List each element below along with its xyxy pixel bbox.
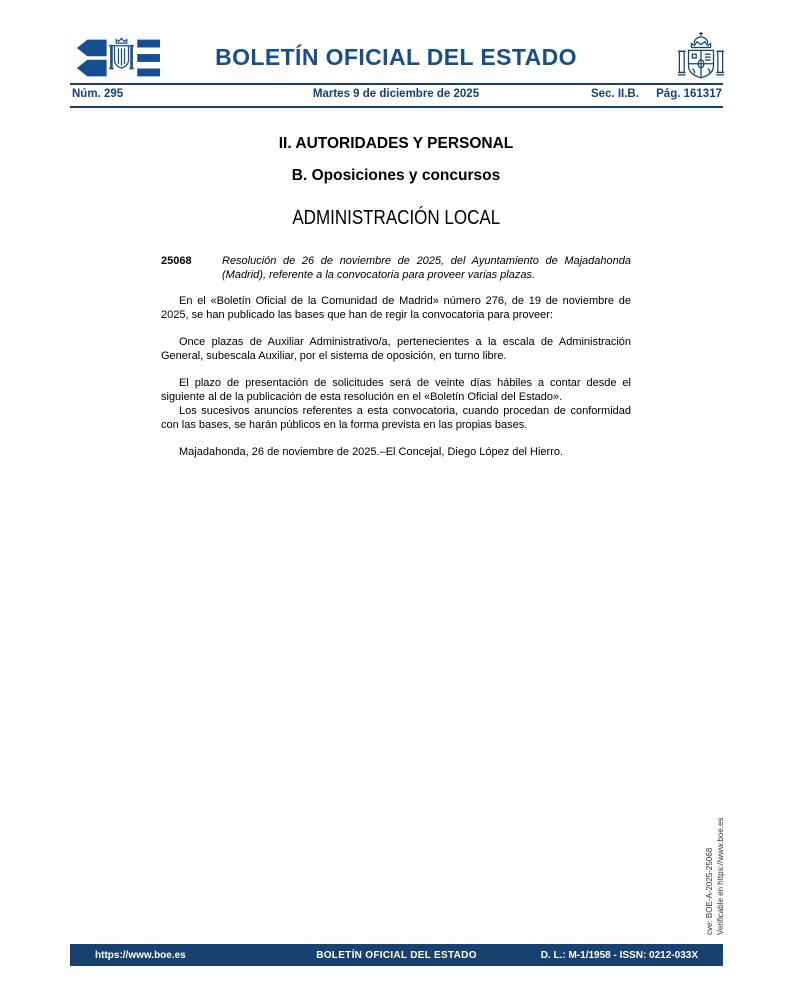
department-heading: ADMINISTRACIÓN LOCAL: [292, 207, 500, 229]
section-heading: II. AUTORIDADES Y PERSONAL: [278, 135, 514, 152]
body-paragraph: El plazo de presentación de solicitudes será de veinte días hábiles a contar desde el siguiente al de la publicación de esta resolución en el «Boletín Oficial del Estado».: [161, 377, 631, 403]
document-body: [0, 135, 792, 459]
resolution-item: [161, 254, 631, 282]
masthead: [0, 0, 792, 83]
header-rule-bottom: [70, 106, 723, 109]
body-paragraph: En el «Boletín Oficial de la Comunidad de Madrid» número 276, de 19 de noviembre de 2025, se han publicado las bases que han de regir la convocatoria para proveer:: [161, 295, 631, 321]
subsection-heading: B. Oposiciones y concursos: [291, 167, 501, 184]
cve-code: cve: BOE-A-2025-25068: [705, 847, 714, 935]
verification-note: [704, 818, 726, 935]
footer-title: BOLETÍN OFICIAL DEL ESTADO: [316, 950, 477, 961]
page-ref: Pág. 161317: [656, 87, 722, 100]
issue-meta-row: [70, 88, 722, 102]
item-summary: Resolución de 26 de noviembre de 2025, del Ayuntamiento de Majadahonda (Madrid), referente a la convocatoria para proveer varias plazas.: [222, 255, 631, 281]
footer-bar: [70, 944, 723, 966]
issue-number: Núm. 295: [72, 87, 124, 100]
department-heading-wrap: [0, 207, 792, 230]
section-ref: Sec. II.B.: [591, 87, 639, 100]
footer-url-link[interactable]: https://www.boe.es: [95, 950, 186, 961]
body-paragraph: Once plazas de Auxiliar Administrativo/a, pertenecientes a la escala de Administración General, subescala Auxiliar, por el sistema de oposición, en turno libre.: [161, 336, 631, 362]
masthead-title: BOLETÍN OFICIAL DEL ESTADO: [215, 44, 577, 70]
body-paragraph: Los sucesivos anuncios referentes a esta convocatoria, cuando procedan de conformidad con las bases, se harán públicos en la forma prevista en las propias bases.: [161, 405, 631, 431]
footer-legal: D. L.: M-1/1958 - ISSN: 0212-033X: [540, 950, 698, 961]
verification-url: Verificable en https://www.boe.es: [716, 817, 725, 935]
section-page-ref: [591, 88, 722, 100]
header-rule-top: [70, 83, 723, 85]
issue-date: Martes 9 de diciembre de 2025: [312, 87, 480, 100]
item-number: 25068: [161, 255, 192, 267]
spain-coat-of-arms-icon: [676, 31, 726, 87]
signature-paragraph: Majadahonda, 26 de noviembre de 2025.–El Concejal, Diego López del Hierro.: [179, 446, 564, 458]
